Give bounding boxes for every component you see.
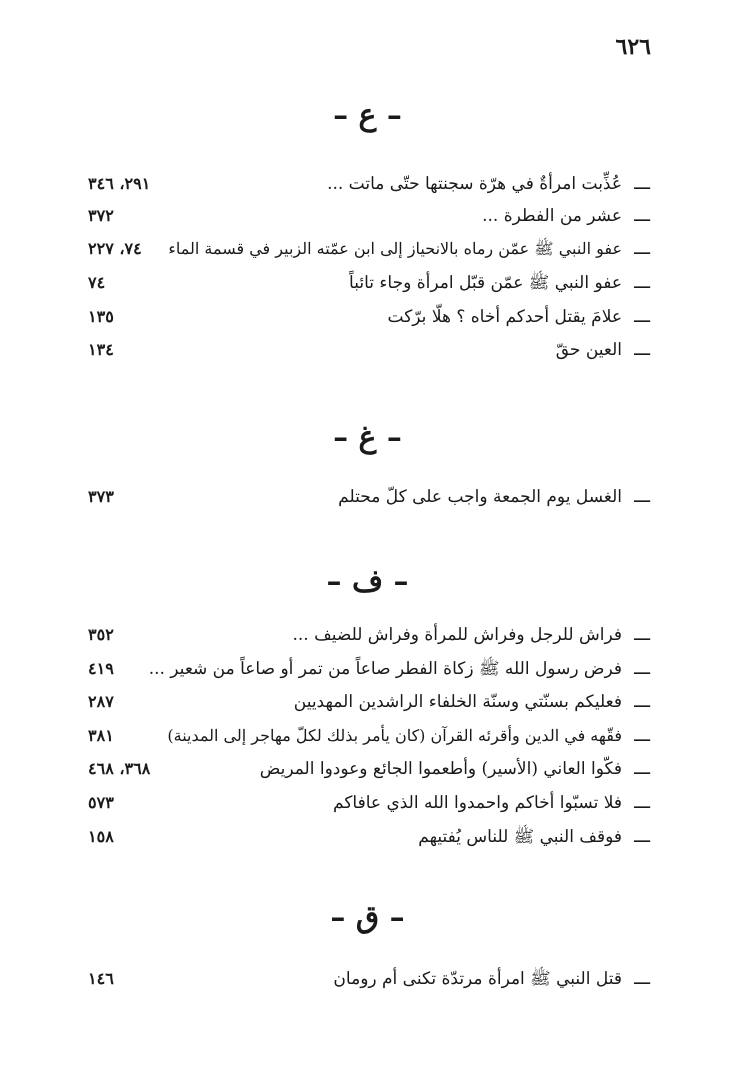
index-entry: [88, 201, 650, 231]
index-entry: [88, 335, 650, 365]
entry-dash: ـــ: [634, 306, 650, 327]
entry-pages: ٣٥٢: [88, 625, 114, 644]
entry-pages: ٧٤، ٢٢٧: [88, 239, 142, 258]
index-entry: [88, 234, 650, 264]
entry-text: فوقف النبي ﷺ للناس يُفتيهم: [418, 827, 622, 847]
entry-text: فراش للرجل وفراش للمرأة وفراش للضيف ...: [292, 625, 622, 645]
entry-pages: ٣٧٢: [88, 206, 114, 225]
entry-text: عُذِّبت امرأةٌ في هرّة سجنتها حتّى ماتت ...: [327, 174, 622, 194]
page-number: ٦٢٦: [615, 34, 651, 60]
entry-dash: ـــ: [634, 792, 650, 813]
index-entry: [88, 482, 650, 512]
entry-text: علامَ يقتل أحدكم أخاه ؟ هلّا برّكت: [387, 307, 622, 327]
entry-dash: ـــ: [634, 486, 650, 507]
section-heading-ain: – ع –: [333, 98, 402, 133]
entry-text: عفو النبي ﷺ عمّن قبّل امرأة وجاء تائباً: [349, 273, 622, 293]
entry-pages: ٣٧٣: [88, 487, 114, 506]
entry-dash: ـــ: [634, 725, 650, 746]
entry-dash: ـــ: [634, 238, 650, 259]
entry-pages: ٧٤: [88, 273, 106, 292]
entry-pages: ٥٧٣: [88, 793, 114, 812]
entry-pages: ٣٦٨، ٤٦٨: [88, 759, 151, 778]
index-entry: [88, 654, 650, 684]
index-entry: [88, 964, 650, 994]
entry-pages: ١٣٤: [88, 340, 114, 359]
index-entry: [88, 721, 650, 751]
index-entry: [88, 754, 650, 784]
entry-dash: ـــ: [634, 968, 650, 989]
entry-text: فرض رسول الله ﷺ زكاة الفطر صاعاً من تمر أو صاعاً من شعير ...: [148, 659, 622, 679]
entry-text: فلا تسبّوا أخاكم واحمدوا الله الذي عافاكم: [333, 793, 622, 813]
section-heading-fa: – ف –: [326, 564, 409, 599]
index-entry: [88, 788, 650, 818]
entry-dash: ـــ: [634, 339, 650, 360]
entry-dash: ـــ: [634, 691, 650, 712]
entry-pages: ٢٩١، ٣٤٦: [88, 174, 151, 193]
entry-pages: ١٣٥: [88, 307, 114, 326]
index-entry: [88, 620, 650, 650]
entry-dash: ـــ: [634, 205, 650, 226]
entry-text: عفو النبي ﷺ عمّن رماه بالانحياز إلى ابن عمّته الزبير في قسمة الماء: [168, 239, 622, 258]
entry-dash: ـــ: [634, 758, 650, 779]
index-entry: [88, 302, 650, 332]
entry-text: فكّوا العاني (الأسير) وأطعموا الجائع وعودوا المريض: [259, 759, 622, 779]
entry-dash: ـــ: [634, 658, 650, 679]
entry-pages: ٢٨٧: [88, 692, 114, 711]
index-entry: [88, 822, 650, 852]
entry-dash: ـــ: [634, 826, 650, 847]
index-entry: [88, 687, 650, 717]
entry-dash: ـــ: [634, 624, 650, 645]
entry-text: فقّهه في الدين وأقرئه القرآن (كان يأمر بذلك لكلّ مهاجر إلى المدينة): [167, 726, 622, 745]
entry-text: عشر من الفطرة ...: [482, 206, 622, 226]
entry-pages: ١٤٦: [88, 969, 114, 988]
index-entry: [88, 169, 650, 199]
entry-dash: ـــ: [634, 173, 650, 194]
entry-pages: ٣٨١: [88, 726, 114, 745]
entry-text: العين حقّ: [555, 340, 622, 360]
entry-dash: ـــ: [634, 272, 650, 293]
section-heading-ghain: – غ –: [333, 420, 402, 455]
entry-text: قتل النبي ﷺ امرأة مرتدّة تكنى أم رومان: [333, 969, 622, 989]
index-entry: [88, 268, 650, 298]
entry-pages: ١٥٨: [88, 827, 114, 846]
entry-text: الغسل يوم الجمعة واجب على كلّ محتلم: [338, 487, 622, 507]
entry-text: فعليكم بسنّتي وسنّة الخلفاء الراشدين المهديين: [293, 692, 622, 712]
entry-pages: ٤١٩: [88, 659, 114, 678]
section-heading-qaf: – ق –: [330, 900, 405, 935]
